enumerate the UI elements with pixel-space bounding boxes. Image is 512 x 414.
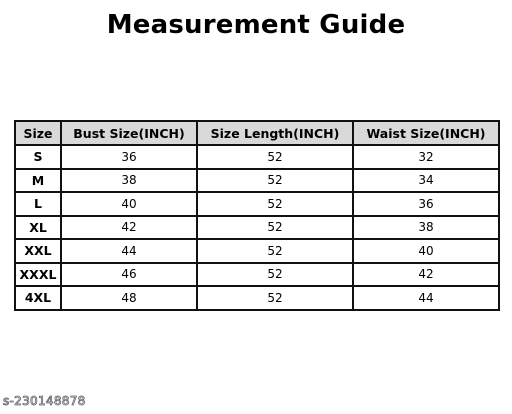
waist-cell: 34 — [353, 169, 499, 193]
measurement-table — [14, 120, 500, 311]
header-size: Size — [15, 121, 61, 145]
watermark-id: s-230148878 — [3, 394, 86, 408]
bust-cell: 44 — [61, 239, 197, 263]
table-row — [15, 145, 499, 169]
length-cell: 52 — [197, 192, 353, 216]
waist-cell: 40 — [353, 239, 499, 263]
size-cell: M — [15, 169, 61, 193]
bust-cell: 48 — [61, 286, 197, 310]
waist-cell: 36 — [353, 192, 499, 216]
bust-cell: 36 — [61, 145, 197, 169]
bust-cell: 38 — [61, 169, 197, 193]
size-cell: XXL — [15, 239, 61, 263]
waist-cell: 32 — [353, 145, 499, 169]
length-cell: 52 — [197, 216, 353, 240]
table-row — [15, 216, 499, 240]
table-row — [15, 286, 499, 310]
size-cell: XXXL — [15, 263, 61, 287]
table-row — [15, 263, 499, 287]
length-cell: 52 — [197, 145, 353, 169]
waist-cell: 42 — [353, 263, 499, 287]
bust-cell: 40 — [61, 192, 197, 216]
page-title: Measurement Guide — [106, 10, 406, 40]
waist-cell: 44 — [353, 286, 499, 310]
header-size-length: Size Length(INCH) — [197, 121, 353, 145]
size-cell: L — [15, 192, 61, 216]
table-header-row — [15, 121, 499, 145]
length-cell: 52 — [197, 169, 353, 193]
length-cell: 52 — [197, 263, 353, 287]
size-cell: XL — [15, 216, 61, 240]
size-cell: 4XL — [15, 286, 61, 310]
length-cell: 52 — [197, 286, 353, 310]
bust-cell: 46 — [61, 263, 197, 287]
header-waist-size: Waist Size(INCH) — [353, 121, 499, 145]
table-row — [15, 169, 499, 193]
size-cell: S — [15, 145, 61, 169]
bust-cell: 42 — [61, 216, 197, 240]
length-cell: 52 — [197, 239, 353, 263]
table-row — [15, 239, 499, 263]
header-bust-size: Bust Size(INCH) — [61, 121, 197, 145]
waist-cell: 38 — [353, 216, 499, 240]
table-row — [15, 192, 499, 216]
